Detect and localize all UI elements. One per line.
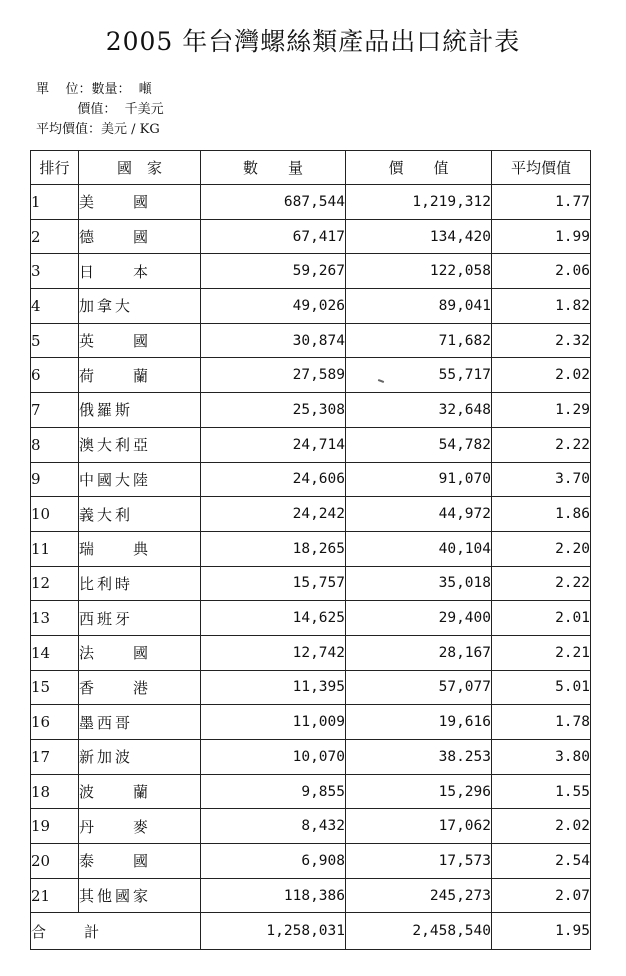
country-cell: 美 國 <box>79 185 201 220</box>
quantity-cell: 67,417 <box>201 219 346 254</box>
country-cell: 加拿大 <box>79 289 201 324</box>
country-cell: 泰 國 <box>79 844 201 879</box>
value-cell: 89,041 <box>346 289 492 324</box>
value-cell: 54,782 <box>346 427 492 462</box>
value-cell: 17,573 <box>346 844 492 879</box>
table-row <box>31 497 591 532</box>
table-row <box>31 358 591 393</box>
value-cell: 44,972 <box>346 497 492 532</box>
value-cell: 32,648 <box>346 393 492 428</box>
quantity-cell: 24,714 <box>201 427 346 462</box>
rank-cell: 3 <box>31 254 79 289</box>
value-cell: 19,616 <box>346 705 492 740</box>
quantity-cell: 11,009 <box>201 705 346 740</box>
country-cell: 瑞 典 <box>79 531 201 566</box>
rank-cell: 9 <box>31 462 79 497</box>
table-row <box>31 601 591 636</box>
value-cell: 38.253 <box>346 740 492 775</box>
average-value-cell: 2.02 <box>492 358 591 393</box>
country-cell: 波 蘭 <box>79 774 201 809</box>
table-row <box>31 254 591 289</box>
rank-cell: 14 <box>31 635 79 670</box>
value-cell: 40,104 <box>346 531 492 566</box>
quantity-cell: 6,908 <box>201 844 346 879</box>
average-value-cell: 1.86 <box>492 497 591 532</box>
table-row <box>31 670 591 705</box>
rank-cell: 15 <box>31 670 79 705</box>
value-cell: 57,077 <box>346 670 492 705</box>
quantity-cell: 8,432 <box>201 809 346 844</box>
quantity-cell: 49,026 <box>201 289 346 324</box>
table-row <box>31 809 591 844</box>
rank-cell: 10 <box>31 497 79 532</box>
average-value-cell: 1.78 <box>492 705 591 740</box>
quantity-cell: 9,855 <box>201 774 346 809</box>
quantity-cell: 10,070 <box>201 740 346 775</box>
export-stats-table <box>30 150 591 950</box>
units-line-3: 平均價值：美元 / KG <box>36 122 160 137</box>
average-value-cell: 5.01 <box>492 670 591 705</box>
quantity-cell: 14,625 <box>201 601 346 636</box>
table-row <box>31 427 591 462</box>
rank-cell: 16 <box>31 705 79 740</box>
table-header-row <box>31 151 591 185</box>
average-value-cell: 3.80 <box>492 740 591 775</box>
country-cell: 日 本 <box>79 254 201 289</box>
average-value-cell: 1.99 <box>492 219 591 254</box>
value-cell: 1,219,312 <box>346 185 492 220</box>
quantity-cell: 24,606 <box>201 462 346 497</box>
table-row <box>31 566 591 601</box>
page-title: 2005 年台灣螺絲類產品出口統計表 <box>105 27 521 56</box>
table-row <box>31 705 591 740</box>
units-line-1: 單 位：數量： 噸 <box>36 82 152 97</box>
country-cell: 西班牙 <box>79 601 201 636</box>
country-cell: 丹 麥 <box>79 809 201 844</box>
table-row <box>31 219 591 254</box>
average-value-cell: 2.21 <box>492 635 591 670</box>
header-average-value: 平均價值 <box>492 151 591 185</box>
quantity-cell: 11,395 <box>201 670 346 705</box>
total-label: 合 計 <box>31 913 201 950</box>
country-cell: 其他國家 <box>79 878 201 913</box>
value-cell: 35,018 <box>346 566 492 601</box>
average-value-cell: 1.29 <box>492 393 591 428</box>
value-cell: 245,273 <box>346 878 492 913</box>
quantity-cell: 24,242 <box>201 497 346 532</box>
country-cell: 中國大陸 <box>79 462 201 497</box>
country-cell: 俄羅斯 <box>79 393 201 428</box>
value-cell: 29,400 <box>346 601 492 636</box>
rank-cell: 12 <box>31 566 79 601</box>
header-value: 價 值 <box>346 151 492 185</box>
table-row <box>31 462 591 497</box>
country-cell: 德 國 <box>79 219 201 254</box>
quantity-cell: 687,544 <box>201 185 346 220</box>
rank-cell: 17 <box>31 740 79 775</box>
quantity-cell: 25,308 <box>201 393 346 428</box>
quantity-cell: 12,742 <box>201 635 346 670</box>
header-rank: 排行 <box>31 151 79 185</box>
value-cell: 122,058 <box>346 254 492 289</box>
rank-cell: 20 <box>31 844 79 879</box>
quantity-cell: 27,589 <box>201 358 346 393</box>
country-cell: 墨西哥 <box>79 705 201 740</box>
country-cell: 香 港 <box>79 670 201 705</box>
average-value-cell: 1.77 <box>492 185 591 220</box>
table-row <box>31 844 591 879</box>
quantity-cell: 30,874 <box>201 323 346 358</box>
average-value-cell: 2.22 <box>492 566 591 601</box>
table-row <box>31 289 591 324</box>
units-line-2: 價值： 千美元 <box>36 102 164 117</box>
average-value-cell: 3.70 <box>492 462 591 497</box>
rank-cell: 7 <box>31 393 79 428</box>
rank-cell: 11 <box>31 531 79 566</box>
average-value-cell: 2.20 <box>492 531 591 566</box>
total-average-value: 1.95 <box>492 913 591 950</box>
quantity-cell: 118,386 <box>201 878 346 913</box>
table-row <box>31 185 591 220</box>
country-cell: 英 國 <box>79 323 201 358</box>
average-value-cell: 1.82 <box>492 289 591 324</box>
average-value-cell: 2.01 <box>492 601 591 636</box>
country-cell: 荷 蘭 <box>79 358 201 393</box>
country-cell: 澳大利亞 <box>79 427 201 462</box>
total-value: 2,458,540 <box>346 913 492 950</box>
average-value-cell: 1.55 <box>492 774 591 809</box>
average-value-cell: 2.22 <box>492 427 591 462</box>
rank-cell: 1 <box>31 185 79 220</box>
table-row <box>31 774 591 809</box>
units-legend <box>36 80 164 140</box>
rank-cell: 5 <box>31 323 79 358</box>
total-row <box>31 913 591 950</box>
value-cell: 15,296 <box>346 774 492 809</box>
value-cell: 71,682 <box>346 323 492 358</box>
average-value-cell: 2.07 <box>492 878 591 913</box>
value-cell: 91,070 <box>346 462 492 497</box>
table-row <box>31 878 591 913</box>
rank-cell: 4 <box>31 289 79 324</box>
rank-cell: 19 <box>31 809 79 844</box>
total-quantity: 1,258,031 <box>201 913 346 950</box>
value-cell: 28,167 <box>346 635 492 670</box>
country-cell: 義大利 <box>79 497 201 532</box>
average-value-cell: 2.06 <box>492 254 591 289</box>
value-cell: 134,420 <box>346 219 492 254</box>
average-value-cell: 2.32 <box>492 323 591 358</box>
rank-cell: 18 <box>31 774 79 809</box>
quantity-cell: 18,265 <box>201 531 346 566</box>
country-cell: 新加波 <box>79 740 201 775</box>
rank-cell: 2 <box>31 219 79 254</box>
value-cell: 55,717 <box>346 358 492 393</box>
table-row <box>31 323 591 358</box>
table-row <box>31 393 591 428</box>
rank-cell: 8 <box>31 427 79 462</box>
rank-cell: 21 <box>31 878 79 913</box>
table-row <box>31 531 591 566</box>
quantity-cell: 15,757 <box>201 566 346 601</box>
country-cell: 法 國 <box>79 635 201 670</box>
value-cell: 17,062 <box>346 809 492 844</box>
table-row <box>31 740 591 775</box>
table-row <box>31 635 591 670</box>
average-value-cell: 2.02 <box>492 809 591 844</box>
rank-cell: 13 <box>31 601 79 636</box>
header-quantity: 數 量 <box>201 151 346 185</box>
quantity-cell: 59,267 <box>201 254 346 289</box>
header-country: 國 家 <box>79 151 201 185</box>
country-cell: 比利時 <box>79 566 201 601</box>
average-value-cell: 2.54 <box>492 844 591 879</box>
rank-cell: 6 <box>31 358 79 393</box>
